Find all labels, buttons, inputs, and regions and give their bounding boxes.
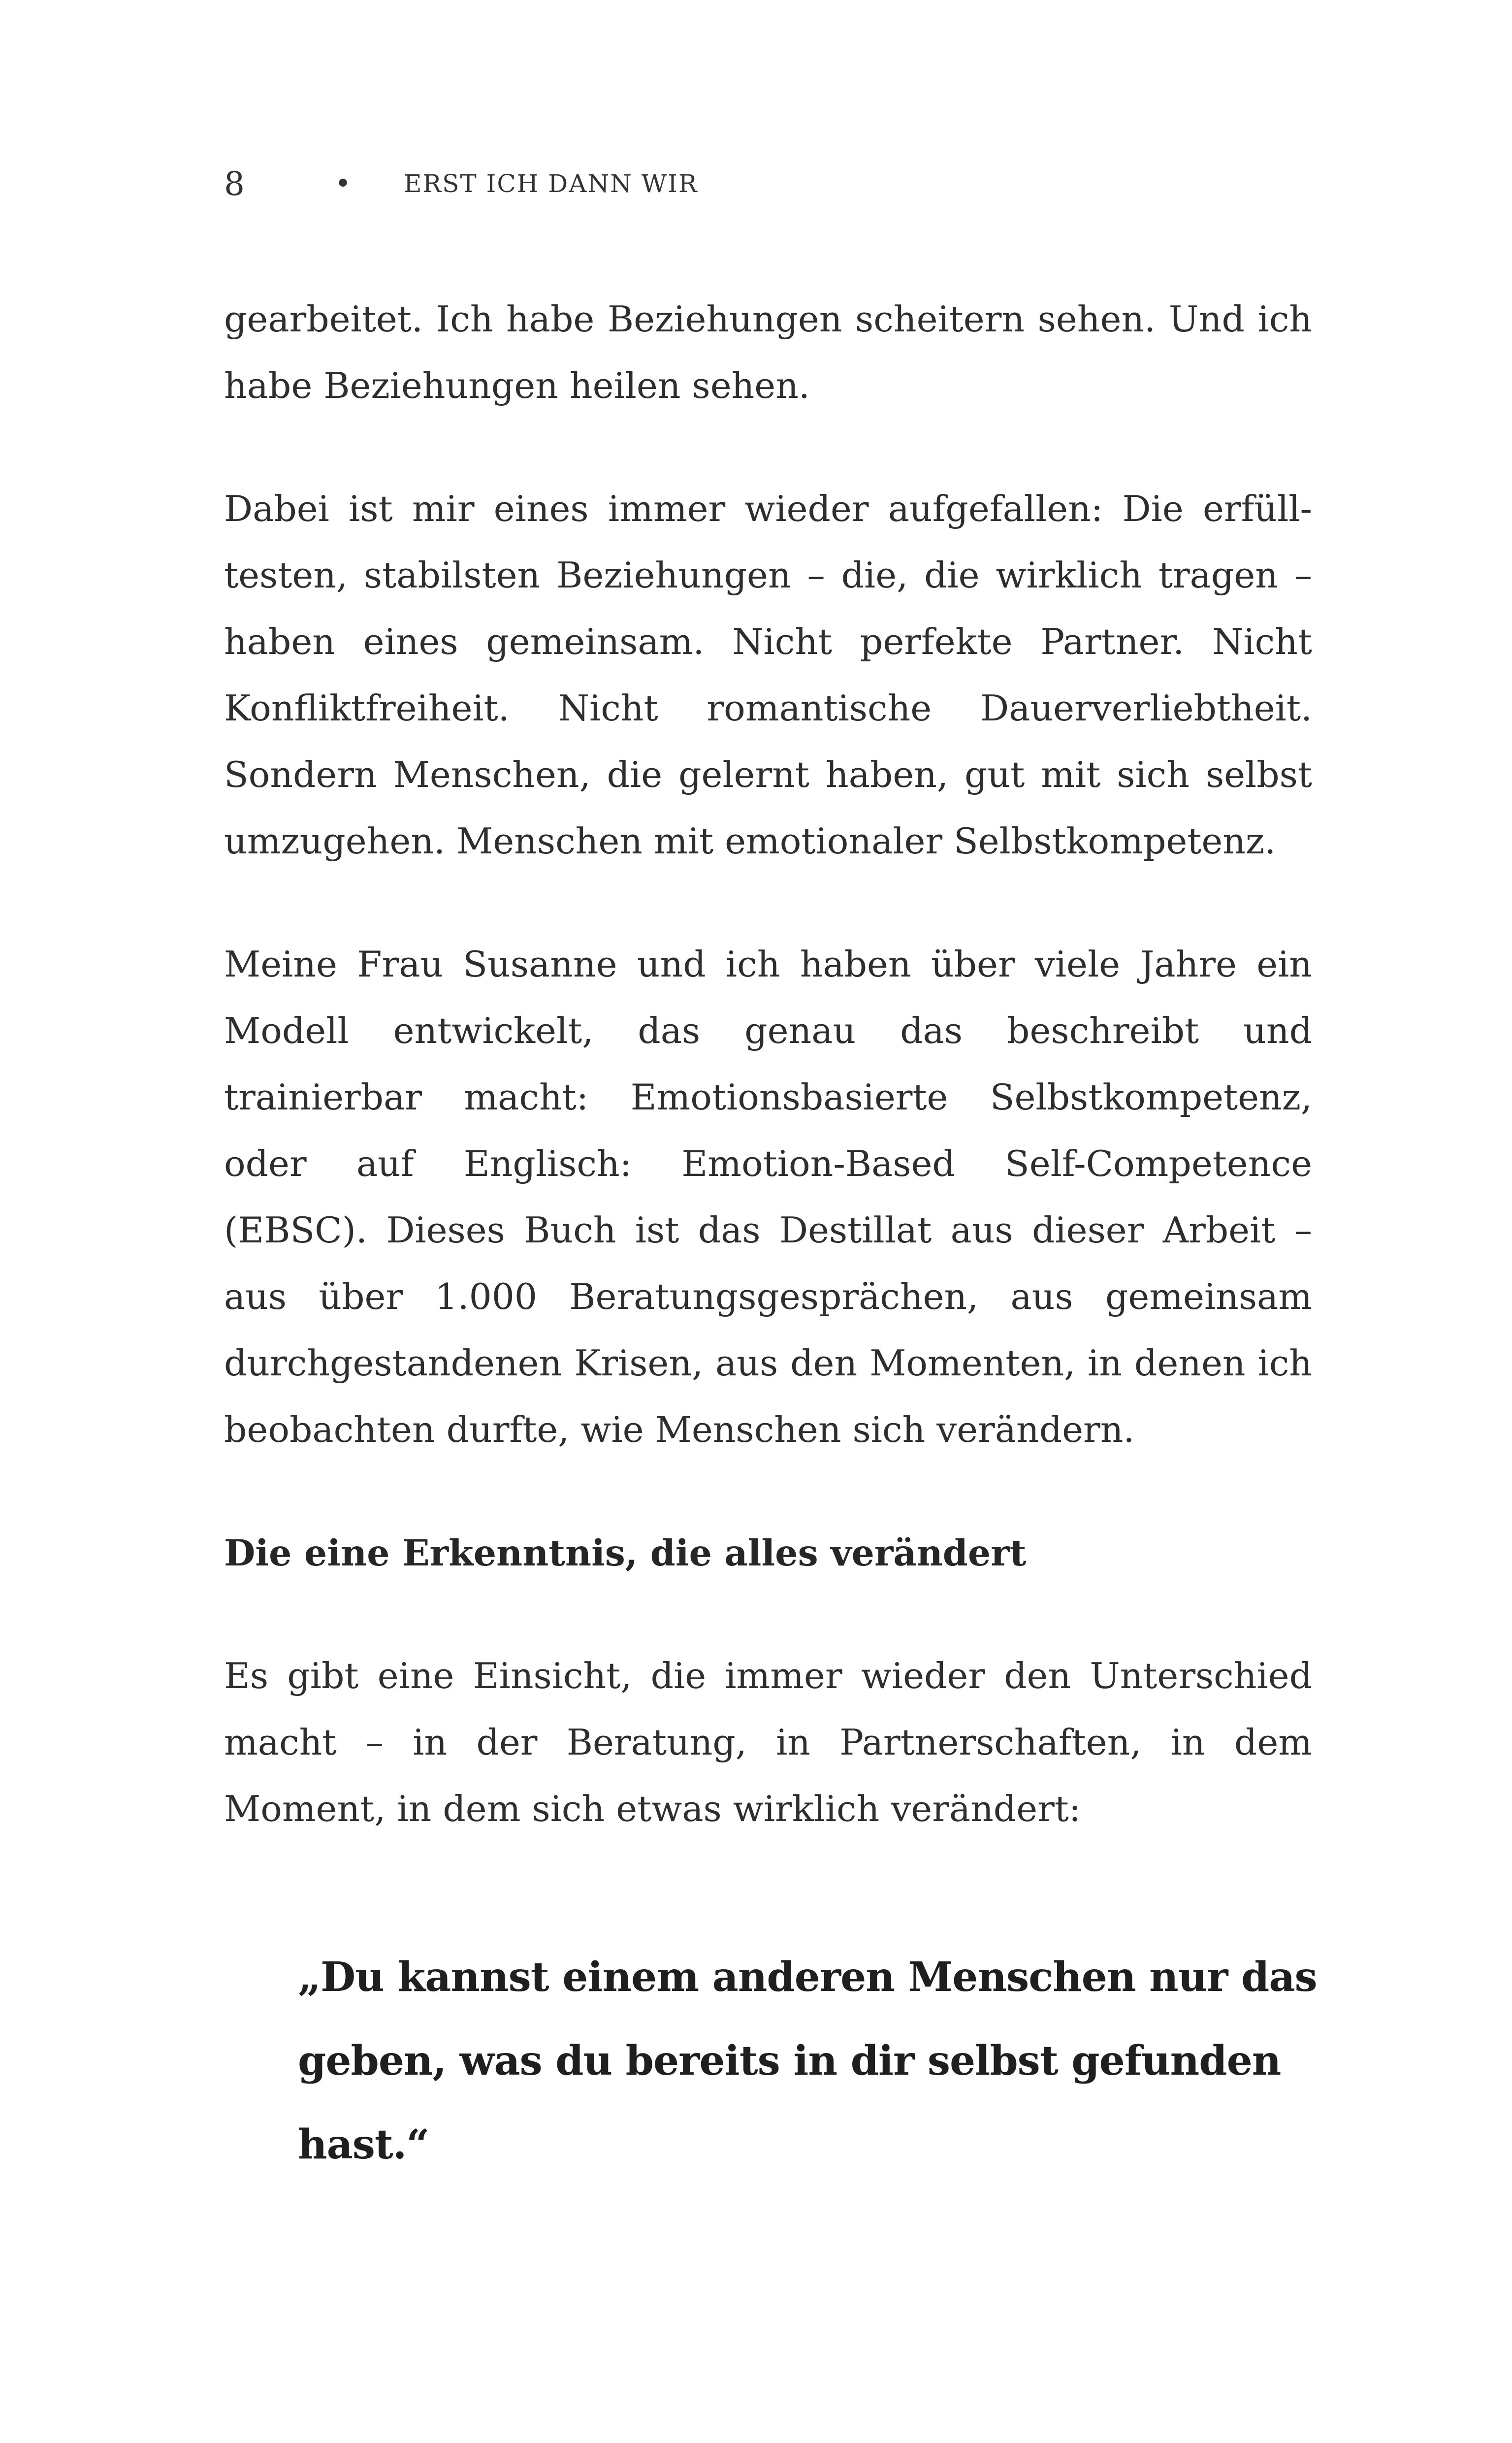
paragraph-1: gearbeitet. Ich habe Beziehungen scheitern sehen. Und ich habe Beziehungen heilen sehen.	[224, 299, 1312, 407]
section-paragraph: Es gibt eine Einsicht, die immer wieder den Unterschied macht – in der Beratung, in Partnerschaften, in dem Moment, in dem sich etwas wirklich verändert:	[224, 1656, 1312, 1830]
paragraph-2: Dabei ist mir eines immer wieder aufgefallen: Die erfülltesten, stabilsten Beziehungen – die, die wirklich tragen – haben eines gemeinsam. Nicht perfekte Partner. Nicht Konfliktfreiheit. Nicht romantische Dauerverliebtheit. Sondern Menschen, die gelernt haben, gut mit sich selbst umzugehen. Menschen mit emotionaler Selbstkompetenz.	[224, 489, 1312, 862]
page-number: 8	[224, 164, 245, 203]
body-text	[224, 287, 1312, 1843]
running-head	[224, 157, 698, 211]
paragraph-3: Meine Frau Susanne und ich haben über viele Jahre ein Modell entwickelt, das genau das beschreibt und trainierbar macht: Emotionsbasierte Selbstkompetenz, oder auf Englisch: Emotion-Based Self-Competence (EBSC). Dieses Buch ist das Destillat aus dieser Arbeit – aus über 1.000 Beratungsgesprächen, aus gemeinsam durchgestandenen Krisen, aus den Momenten, in denen ich beobachten durfte, wie Menschen sich verändern.	[224, 944, 1312, 1451]
section-heading: Die eine Erkenntnis, die alles verändert	[224, 1532, 1027, 1574]
pull-quote: „Du kannst einem anderen Menschen nur das geben, was du bereits in dir selbst gefunden hast.“	[298, 1954, 1317, 2168]
book-title: ERST ICH DANN WIR	[404, 169, 698, 198]
bullet-separator: •	[335, 167, 352, 200]
